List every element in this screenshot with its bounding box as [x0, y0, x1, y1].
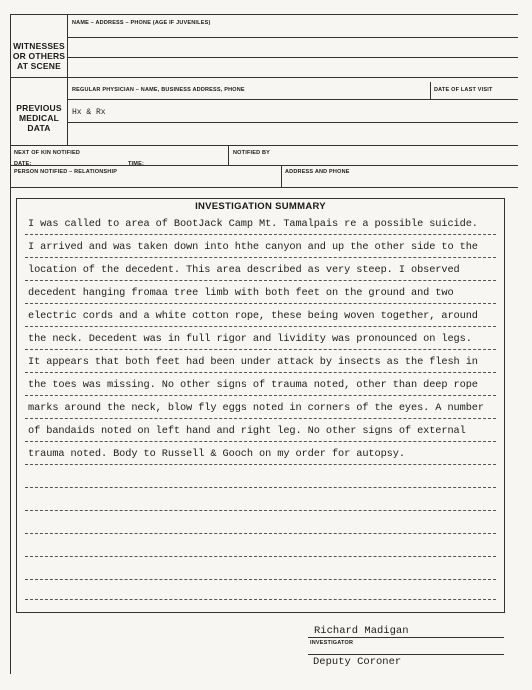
witnesses-label-line-1: WITNESSES: [13, 41, 65, 51]
summary-line: decedent hanging fromaa tree limb with both feet on the ground and two: [28, 287, 454, 299]
ruled-line: [25, 441, 496, 442]
summary-line: electric cords and a white cotton rope, these being woven together, around: [28, 310, 478, 322]
investigator-line: [308, 637, 504, 638]
ruled-line: [25, 326, 496, 327]
address-divider: [281, 165, 282, 187]
investigator-title: Deputy Coroner: [313, 656, 402, 668]
medical-label-line-1: PREVIOUS: [16, 103, 62, 113]
summary-line: location of the decedent. This area described as very steep. I observed: [28, 264, 460, 276]
summary-line: I was called to area of BootJack Camp Mt. Tamalpais re a possible suicide.: [28, 218, 478, 230]
witnesses-section-label: [12, 41, 66, 71]
medical-label-line-3: DATA: [27, 123, 51, 133]
summary-line: the neck. Decedent was in full rigor and lividity was pronounced on legs.: [28, 333, 472, 345]
witnesses-label-line-3: AT SCENE: [17, 61, 61, 71]
summary-line: It appears that both feet had been under attack by insects as the flesh in: [28, 356, 478, 368]
summary-line: of bandaids noted on left hand and right leg. No other signs of external: [28, 425, 466, 437]
summary-line: marks around the neck, blow fly eggs noted in corners of the eyes. A number: [28, 402, 484, 414]
ruled-line: [25, 464, 496, 465]
kin-line-1: [10, 165, 518, 166]
investigator-label: INVESTIGATOR: [310, 640, 354, 646]
witnesses-field-label: NAME – ADDRESS – PHONE (AGE IF JUVENILES): [72, 20, 211, 26]
witnesses-line-2: [67, 57, 518, 58]
last-visit-label: DATE OF LAST VISIT: [434, 87, 493, 93]
title-line: [308, 654, 504, 655]
ruled-line: [25, 395, 496, 396]
witnesses-label-line-2: OR OTHERS: [12, 51, 66, 61]
kin-top-border: [10, 145, 518, 146]
notified-by-label: NOTIFIED BY: [233, 150, 271, 156]
kin-divider: [228, 145, 229, 165]
date-label: DATE:: [14, 161, 32, 167]
summary-title: INVESTIGATION SUMMARY: [195, 201, 326, 212]
witnesses-line-1: [67, 37, 518, 38]
summary-line: trauma noted. Body to Russell & Gooch on my order for autopsy.: [28, 448, 405, 460]
ruled-line: [25, 280, 496, 281]
kin-notified-label: NEXT OF KIN NOTIFIED: [14, 150, 81, 156]
ruled-line: [25, 303, 496, 304]
ruled-line: [25, 418, 496, 419]
investigation-summary-box: [16, 198, 505, 613]
rx-value: Hx & Rx: [72, 108, 106, 117]
medical-top-border: [10, 77, 518, 78]
investigator-name: Richard Madigan: [314, 625, 409, 637]
time-label: TIME:: [128, 161, 144, 167]
last-visit-divider: [430, 82, 431, 99]
medical-label-line-2: MEDICAL: [18, 113, 60, 123]
medical-divider: [67, 77, 68, 145]
ruled-line: [25, 257, 496, 258]
person-notified-label: PERSON NOTIFIED – RELATIONSHIP: [14, 169, 118, 175]
ruled-line: [25, 579, 496, 580]
physician-label: REGULAR PHYSICIAN – NAME, BUSINESS ADDRESS, PHONE: [72, 87, 245, 93]
ruled-line: [25, 556, 496, 557]
summary-line: I arrived and was taken down into hthe canyon and up the other side to the: [28, 241, 478, 253]
form-top-border: [10, 14, 518, 15]
medical-section-label: [12, 103, 66, 133]
witnesses-divider: [67, 14, 68, 77]
address-label: ADDRESS AND PHONE: [285, 169, 350, 175]
ruled-line: [25, 599, 496, 600]
ruled-line: [25, 533, 496, 534]
ruled-line: [25, 510, 496, 511]
kin-bottom-border: [10, 187, 518, 188]
ruled-line: [25, 349, 496, 350]
medical-line-1: [67, 99, 518, 100]
ruled-line: [25, 487, 496, 488]
summary-line: the toes was missing. No other signs of trauma noted, other than deep rope: [28, 379, 478, 391]
ruled-line: [25, 372, 496, 373]
ruled-line: [25, 234, 496, 235]
medical-line-2: [67, 122, 518, 123]
